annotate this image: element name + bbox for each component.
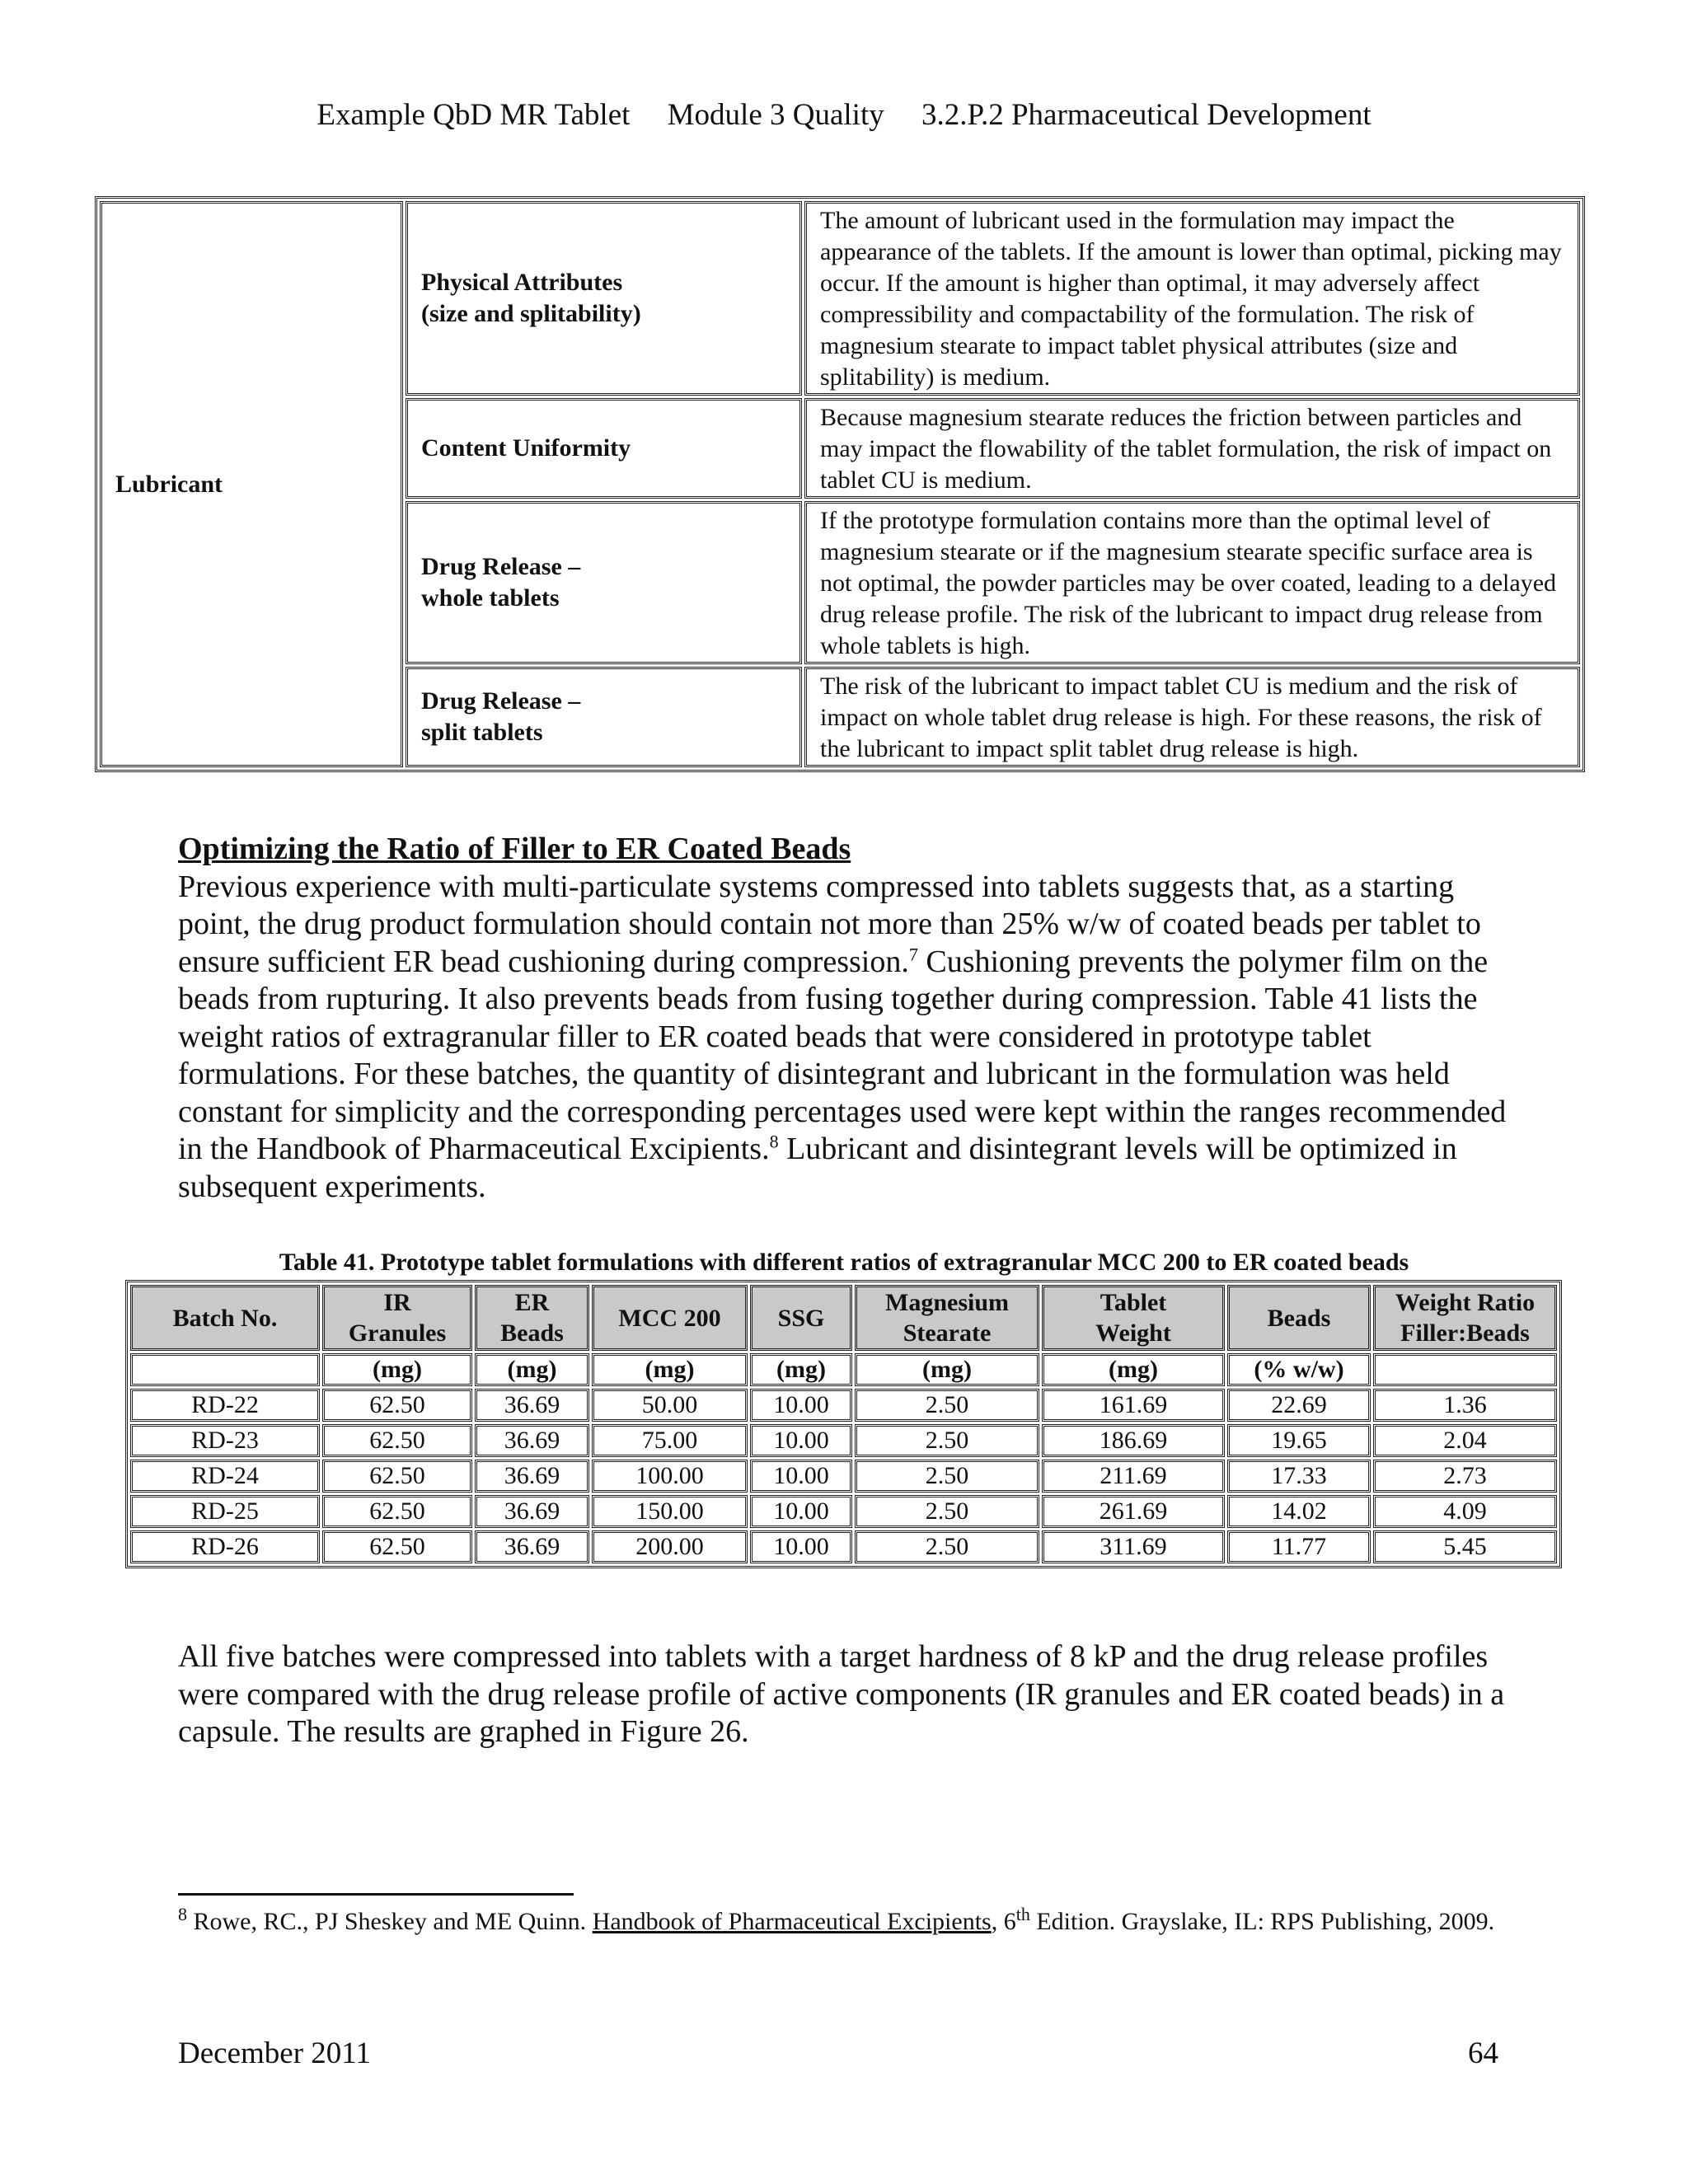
table-cell: 17.33	[1227, 1460, 1371, 1493]
table-cell: 22.69	[1227, 1389, 1371, 1422]
column-header	[475, 1285, 589, 1351]
table-cell: RD-24	[130, 1460, 320, 1493]
section-heading: Optimizing the Ratio of Filler to ER Coated Beads	[178, 832, 851, 866]
table-cell: 2.73	[1373, 1460, 1557, 1493]
table-cell: 36.69	[475, 1424, 589, 1457]
table-cell: RD-25	[130, 1495, 320, 1528]
table-cell: 62.50	[322, 1389, 472, 1422]
attribute-cell	[406, 201, 802, 396]
column-header	[322, 1285, 472, 1351]
table-cell: 10.00	[750, 1424, 852, 1457]
table-cell: 14.02	[1227, 1495, 1371, 1528]
paragraph-text: Previous experience with multi-particulate systems compressed into tablets suggests that, as a starting point, the drug product formulation should contain not more than 25% w/w of coated beads per tablet to ensure sufficient ER bead cushioning during compression.	[178, 869, 1481, 979]
citation-marker: 8	[769, 1131, 779, 1152]
header-line: MCC 200	[618, 1304, 721, 1332]
citation-marker: 7	[908, 943, 918, 964]
header-line: Weight	[1095, 1319, 1171, 1347]
attribute-line: Physical Attributes	[421, 269, 623, 296]
footer-date: December 2011	[178, 2036, 371, 2070]
paragraph-text: Cushioning prevents the polymer film on the beads from rupturing. It also prevents beads from fusing together during compression. Table 41 lists the weight ratios of extragranular filler to ER coated beads that were considered in prototype tablet formulations. For these batches, the quantity of disintegrant and lubricant in the formulation was held constant for simplicity and the corresponding percentages used were kept within the ranges recommended in the Handbook of Pharmaceutical Excipients.	[178, 944, 1507, 1166]
column-header	[750, 1285, 852, 1351]
header-line: Beads	[500, 1319, 564, 1347]
attribute-cell	[406, 398, 802, 499]
table-cell: 36.69	[475, 1530, 589, 1563]
footnote-book-title: Handbook of Pharmaceutical Excipients	[592, 1908, 992, 1935]
table-cell: 5.45	[1373, 1530, 1557, 1563]
formulation-table	[125, 1280, 1562, 1568]
table-cell: 10.00	[750, 1460, 852, 1493]
table-cell: 261.69	[1042, 1495, 1225, 1528]
table-cell: 311.69	[1042, 1530, 1225, 1563]
body-paragraph	[178, 869, 1530, 1207]
table-cell: 62.50	[322, 1495, 472, 1528]
section-filler-ratio	[178, 831, 1530, 1206]
page-header	[0, 97, 1688, 133]
header-line: Stearate	[903, 1319, 992, 1347]
column-header	[1227, 1285, 1371, 1351]
table-cell: 36.69	[475, 1495, 589, 1528]
attribute-line: Drug Release –	[421, 687, 581, 715]
header-section: 3.2.P.2 Pharmaceutical Development	[921, 98, 1372, 132]
attribute-cell	[406, 667, 802, 767]
table-cell: 200.00	[592, 1530, 748, 1563]
table-row	[100, 201, 1580, 396]
footnote-marker: 8	[178, 1904, 187, 1924]
table-cell: 10.00	[750, 1530, 852, 1563]
table-cell: 211.69	[1042, 1460, 1225, 1493]
table-cell: 100.00	[592, 1460, 748, 1493]
table-cell: RD-22	[130, 1389, 320, 1422]
table-row	[130, 1389, 1557, 1422]
table-cell: 161.69	[1042, 1389, 1225, 1422]
table-cell: 10.00	[750, 1389, 852, 1422]
unit-cell: (mg)	[322, 1353, 472, 1386]
footnote	[178, 1906, 1530, 1938]
header-line: Filler:Beads	[1400, 1319, 1530, 1347]
header-line: ER	[514, 1289, 550, 1316]
table-cell: 2.50	[855, 1389, 1039, 1422]
footnote-edition: , 6	[991, 1908, 1016, 1935]
table-row	[130, 1530, 1557, 1563]
unit-cell: (mg)	[475, 1353, 589, 1386]
unit-cell: (% w/w)	[1227, 1353, 1371, 1386]
column-header	[1042, 1285, 1225, 1351]
table-cell: RD-26	[130, 1530, 320, 1563]
header-line: Magnesium	[885, 1289, 1009, 1316]
header-line: Beads	[1267, 1304, 1331, 1332]
paragraph-text: Lubricant and disintegrant levels will be optimized in subsequent experiments.	[178, 1132, 1457, 1204]
header-line: SSG	[777, 1304, 825, 1332]
column-header	[855, 1285, 1039, 1351]
closing-paragraph: All five batches were compressed into tablets with a target hardness of 8 kP and the drug release profiles were compared with the drug release profile of active components (IR granules and ER coated beads) in a capsule. The results are graphed in Figure 26.	[178, 1639, 1505, 1749]
footnote-divider	[178, 1893, 574, 1896]
table-cell: 186.69	[1042, 1424, 1225, 1457]
justification-cell: Because magnesium stearate reduces the friction between particles and may impact the flowability of the tablet formulation, the risk of impact on tablet CU is medium.	[804, 398, 1580, 499]
header-line: Batch No.	[172, 1304, 278, 1332]
footnote-authors: Rowe, RC., PJ Sheskey and ME Quinn.	[187, 1908, 593, 1935]
attribute-line: whole tablets	[421, 584, 560, 612]
header-line: Granules	[348, 1319, 447, 1347]
attribute-line: Drug Release –	[421, 553, 581, 580]
table-row	[130, 1495, 1557, 1528]
header-line: Weight Ratio	[1395, 1289, 1536, 1316]
attribute-line: (size and splitability)	[421, 300, 641, 327]
table-cell: 62.50	[322, 1530, 472, 1563]
table-cell: 62.50	[322, 1460, 472, 1493]
table-cell: 2.50	[855, 1424, 1039, 1457]
table-cell: 11.77	[1227, 1530, 1371, 1563]
attribute-line: split tablets	[421, 719, 543, 746]
unit-cell: (mg)	[592, 1353, 748, 1386]
header-document-title: Example QbD MR Tablet	[316, 98, 631, 132]
table-row	[130, 1460, 1557, 1493]
table-cell: 62.50	[322, 1424, 472, 1457]
table-cell: 1.36	[1373, 1389, 1557, 1422]
table-cell: 2.04	[1373, 1424, 1557, 1457]
header-line: IR	[383, 1289, 411, 1316]
footnote-ordinal: th	[1015, 1904, 1030, 1924]
table-cell: 50.00	[592, 1389, 748, 1422]
table-row	[130, 1424, 1557, 1457]
column-header	[1373, 1285, 1557, 1351]
table-units-row	[130, 1353, 1557, 1386]
attribute-cell	[406, 501, 802, 664]
unit-cell: (mg)	[750, 1353, 852, 1386]
attribute-line: Content Uniformity	[421, 434, 631, 462]
table-cell: 4.09	[1373, 1495, 1557, 1528]
column-header	[592, 1285, 748, 1351]
table-cell: 2.50	[855, 1495, 1039, 1528]
unit-cell	[130, 1353, 320, 1386]
page-number: 64	[1468, 2036, 1498, 2070]
risk-assessment-table	[95, 196, 1585, 772]
table-cell: RD-23	[130, 1424, 320, 1457]
table-cell: 75.00	[592, 1424, 748, 1457]
justification-cell: The risk of the lubricant to impact tablet CU is medium and the risk of impact on whole tablet drug release is high. For these reasons, the risk of the lubricant to impact split tablet drug release is high.	[804, 667, 1580, 767]
unit-cell: (mg)	[855, 1353, 1039, 1386]
table-cell: 19.65	[1227, 1424, 1371, 1457]
unit-cell: (mg)	[1042, 1353, 1225, 1386]
table-cell: 36.69	[475, 1389, 589, 1422]
table-cell: 150.00	[592, 1495, 748, 1528]
justification-cell: The amount of lubricant used in the formulation may impact the appearance of the tablets. If the amount is lower than optimal, picking may occur. If the amount is higher than optimal, it may adversely affect compressibility and compactability of the formulation. The risk of magnesium stearate to impact tablet physical attributes (size and splitability) is medium.	[804, 201, 1580, 396]
table-cell: 10.00	[750, 1495, 852, 1528]
excipient-cell: Lubricant	[100, 201, 403, 767]
header-line: Tablet	[1100, 1289, 1167, 1316]
footnote-publisher: Edition. Grayslake, IL: RPS Publishing, 2009.	[1029, 1908, 1495, 1935]
table-cell: 36.69	[475, 1460, 589, 1493]
justification-cell: If the prototype formulation contains more than the optimal level of magnesium stearate or if the magnesium stearate specific surface area is not optimal, the powder particles may be over coated, leading to a delayed drug release profile. The risk of the lubricant to impact drug release from whole tablets is high.	[804, 501, 1580, 664]
table-cell: 2.50	[855, 1460, 1039, 1493]
table-caption: Table 41. Prototype tablet formulations with different ratios of extragranular MCC 200 to ER coated beads	[279, 1249, 1409, 1276]
unit-cell	[1373, 1353, 1557, 1386]
header-module: Module 3 Quality	[667, 98, 884, 132]
column-header	[130, 1285, 320, 1351]
table-cell: 2.50	[855, 1530, 1039, 1563]
table-header-row	[130, 1285, 1557, 1351]
